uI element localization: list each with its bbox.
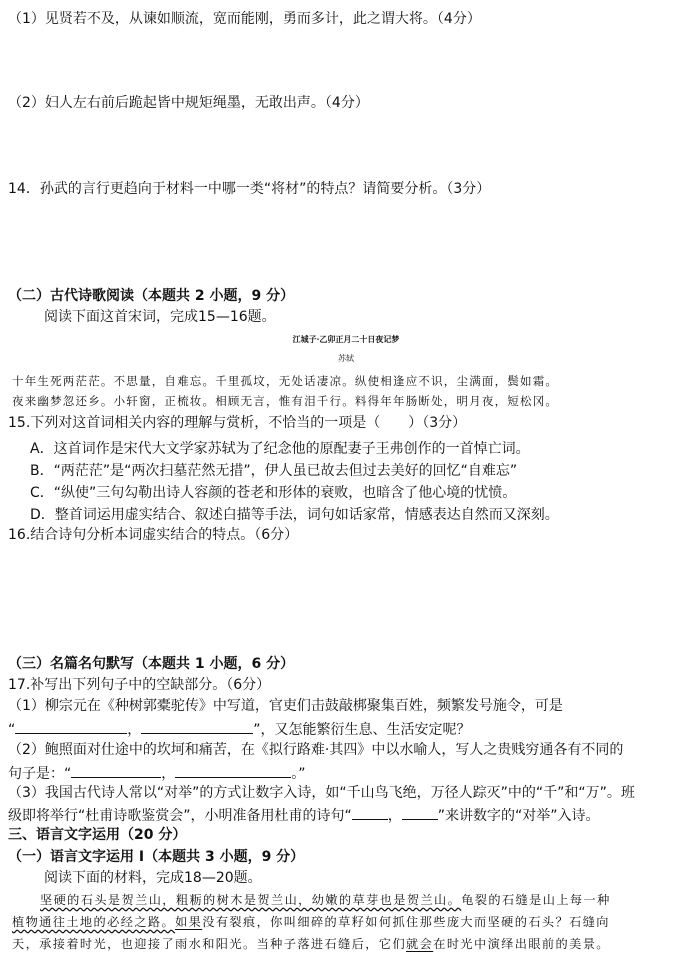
poem-line-2: 夜来幽梦忽还乡。小轩窗，正梳妆。相顾无言，惟有泪千行。料得年年肠断处，明月夜，短松冈。 <box>12 394 559 408</box>
prose-line-1: 坚硬的石头是贺兰山，粗粝的树木是贺兰山，幼嫩的草芽也是贺兰山。龟裂的石缝是山上每一种 <box>40 893 611 907</box>
q15-option-c: C．“纵使”三句勾勒出诗人容颜的苍老和形体的衰败，也暗含了他心境的忧愤。 <box>30 485 517 501</box>
poem-line-1: 十年生死两茫茫。不思量，自难忘。千里孤坟，无处话凄凉。纵使相逢应不识，尘满面，鬓如霜。 <box>12 374 559 388</box>
answer-blank-6[interactable] <box>402 805 438 820</box>
wavy-underlined-phrase: 坚硬的石头是贺兰山，粗粝的树木是贺兰山，幼嫩的草芽也是贺兰山。 <box>40 893 462 907</box>
q13-1-text: （1）见贤若不及，从谏如顺流，宽而能刚，勇而多计，此之谓大将。（4分） <box>8 11 481 27</box>
q17-2-line-2: 句子是：“ ， 。” <box>8 763 306 783</box>
answer-blank-4[interactable] <box>175 763 291 778</box>
answer-blank-3[interactable] <box>71 763 161 778</box>
q13-2-text: （2）妇人左右前后跪起皆中规矩绳墨，无敢出声。（4分） <box>8 95 369 111</box>
answer-blank-2[interactable] <box>141 719 253 734</box>
q17-1-line-1: （1）柳宗元在《种树郭橐驼传》中写道，官吏们击鼓敲梆聚集百姓，频繁发号施令，可是 <box>8 698 563 714</box>
underlined-word: 就会 <box>406 937 434 951</box>
part3-heading: 三、语言文字运用（20 分） <box>8 827 187 843</box>
q17-1-line-2: “ ， ”，又怎能繁衍生息、生活安定呢？ <box>8 719 471 739</box>
prose-line-3: 天，承接着时光，也迎接了雨水和阳光。当种子落进石缝后，它们就会在时光中演绎出眼前的美景。 <box>12 937 610 951</box>
q15-option-a: A．这首词作是宋代大文学家苏轼为了纪念他的原配妻子王弗创作的一首悼亡词。 <box>30 441 530 457</box>
q16-text: 16.结合诗句分析本词虚实结合的特点。（6分） <box>8 527 299 543</box>
q17-3-line-2: 级即将举行“杜甫诗歌鉴赏会”，小明准备用杜甫的诗句“ ， ”来讲数字的“对举”入诗。 <box>8 805 600 825</box>
q15-text: 15.下列对这首词相关内容的理解与赏析，不恰当的一项是（ ）（3分） <box>8 415 467 431</box>
prose-line-2: 植物通往土地的必经之路。如果没有裂痕，你叫细碎的草籽如何抓住那些庞大而坚硬的石头？石缝向 <box>12 915 610 929</box>
q14-text: 14．孙武的言行更趋向于材料一中哪一类“将材”的特点？请简要分析。（3分） <box>8 181 491 197</box>
poem-author: 苏轼 <box>338 354 354 363</box>
q17-3-line-1: （3）我国古代诗人常以“对举”的方式让数字入诗，如“千山鸟飞绝，万径人踪灭”中的“千”和“万”。班 <box>8 785 635 801</box>
q17-text: 17.补写出下列句子中的空缺部分。（6分） <box>8 677 271 693</box>
answer-blank-1[interactable] <box>15 719 127 734</box>
wavy-underlined-phrase: 植物通往土地的必经之路。 <box>12 915 176 929</box>
section2-intro: 阅读下面这首宋词，完成15—16题。 <box>44 309 276 325</box>
underlined-word: 如果 <box>175 915 203 929</box>
section2-heading: （二）古代诗歌阅读（本题共 2 小题，9 分） <box>8 288 295 304</box>
poem-title: 江城子·乙卯正月二十日夜记梦 <box>292 334 400 344</box>
section3-heading: （三）名篇名句默写（本题共 1 小题，6 分） <box>8 656 295 672</box>
part3-subheading: （一）语言文字运用 Ⅰ（本题共 3 小题，9 分） <box>8 849 305 865</box>
part3-intro: 阅读下面的材料，完成18—20题。 <box>44 870 262 886</box>
answer-blank-5[interactable] <box>352 805 388 820</box>
q17-2-line-1: （2）鲍照面对仕途中的坎坷和痛苦，在《拟行路难·其四》中以水喻人，写人之贵贱穷通各有不同的 <box>8 742 624 758</box>
q15-option-b: B．“两茫茫”是“两次扫墓茫然无措”，伊人虽已故去但过去美好的回忆“自难忘” <box>30 463 518 479</box>
q15-option-d: D．整首词运用虚实结合、叙述白描等手法，词句如话家常，情感表达自然而又深刻。 <box>30 507 559 523</box>
